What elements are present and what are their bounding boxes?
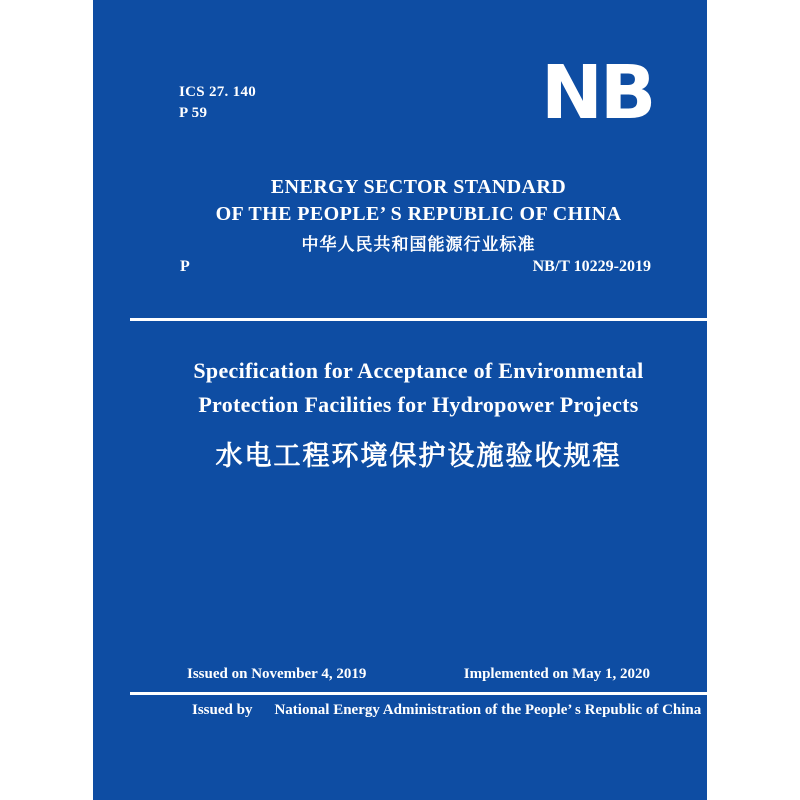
doc-class-letter: P bbox=[180, 258, 190, 275]
code-row bbox=[180, 258, 651, 276]
bottom-divider-line bbox=[130, 692, 707, 695]
title-en-line1: Specification for Acceptance of Environmental bbox=[193, 358, 644, 383]
p-class-code: P 59 bbox=[179, 105, 208, 121]
issued-on-date: Issued on November 4, 2019 bbox=[187, 666, 367, 682]
classification-block bbox=[179, 82, 256, 124]
issued-by-label: Issued by bbox=[192, 702, 253, 718]
standard-name-zh: 中华人民共和国能源行业标准 bbox=[301, 235, 536, 254]
title-zh: 水电工程环境保护设施验收规程 bbox=[215, 441, 622, 471]
title-block bbox=[130, 354, 707, 473]
issued-by-value: National Energy Administration of the People’ s Republic of China bbox=[274, 702, 702, 718]
standard-name-block bbox=[130, 174, 707, 258]
implemented-on-date: Implemented on May 1, 2020 bbox=[463, 666, 650, 682]
standard-name-en-line1: ENERGY SECTOR STANDARD bbox=[270, 176, 567, 198]
standard-code: NB/T 10229-2019 bbox=[532, 258, 651, 275]
standard-cover-page bbox=[93, 0, 707, 800]
title-en-line2: Protection Facilities for Hydropower Projects bbox=[198, 392, 639, 417]
issuer-row bbox=[192, 702, 702, 719]
standard-name-en-line2: OF THE PEOPLE’ S REPUBLIC OF CHINA bbox=[215, 203, 622, 225]
nb-logo: NB bbox=[541, 50, 654, 136]
top-divider-line bbox=[130, 318, 707, 321]
issue-dates-row bbox=[187, 666, 650, 683]
ics-code: ICS 27. 140 bbox=[179, 84, 257, 100]
